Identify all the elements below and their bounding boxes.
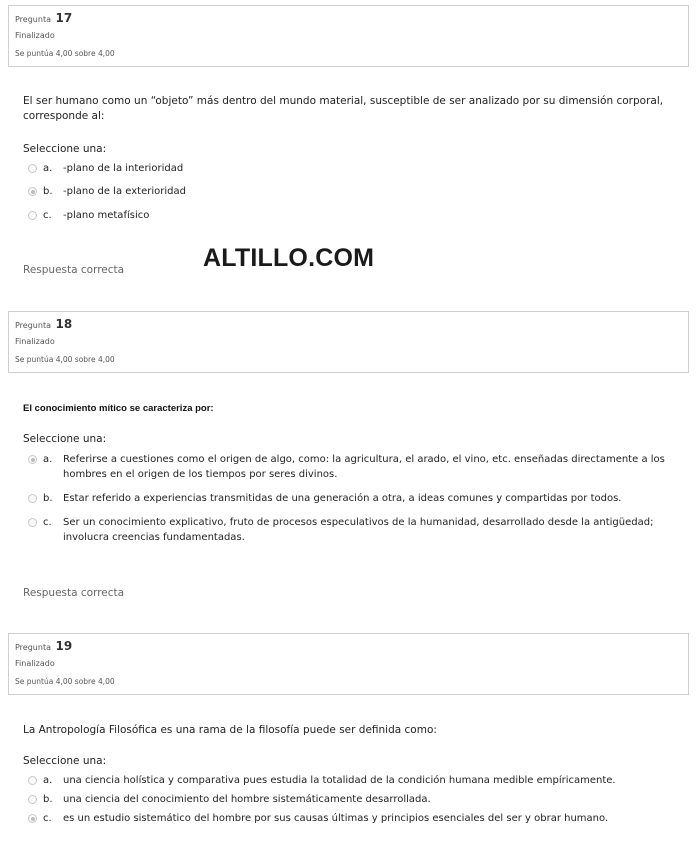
option-letter: a. <box>43 163 53 174</box>
option-17-c[interactable] <box>28 208 678 223</box>
radio-button-selected[interactable] <box>28 455 37 464</box>
question-info-19 <box>8 633 689 695</box>
question-number: 17 <box>55 11 73 25</box>
select-prompt-19: Seleccione una: <box>23 755 107 767</box>
option-text: Ser un conocimiento explicativo, fruto de procesos especulativos de la humanidad, desarrollado desde la antigüedad; involucra creencias fundamentadas. <box>63 517 654 543</box>
option-letter: c. <box>43 517 52 528</box>
question-number-line <box>15 317 72 331</box>
option-text: es un estudio sistemático del hombre por sus causas últimas y principios esenciales del ser y obrar humano. <box>63 813 609 824</box>
option-letter: c. <box>43 813 52 824</box>
option-19-c[interactable] <box>28 811 678 826</box>
option-text: -plano de la interioridad <box>63 163 184 174</box>
question-grade: Se puntúa 4,00 sobre 4,00 <box>15 677 115 686</box>
option-text: Referirse a cuestiones como el origen de algo, como: la agricultura, el arado, el vino, etc. enseñadas directamente a los hombres en el origen de los tiempos por seres divinos. <box>63 454 665 480</box>
option-letter: b. <box>43 493 53 504</box>
question-info-18 <box>8 311 689 373</box>
radio-button-selected[interactable] <box>28 187 37 196</box>
radio-button[interactable] <box>28 518 37 527</box>
option-17-b[interactable] <box>28 184 678 199</box>
option-19-a[interactable] <box>28 773 678 788</box>
option-text: -plano de la exterioridad <box>63 186 186 197</box>
question-label: Pregunta <box>15 15 51 24</box>
option-letter: a. <box>43 454 53 465</box>
select-prompt-18: Seleccione una: <box>23 433 107 445</box>
question-text-18: El conocimiento mítico se caracteriza por: <box>23 403 214 414</box>
question-number: 18 <box>55 317 73 331</box>
watermark-text: ALTILLO.COM <box>203 244 375 272</box>
radio-button[interactable] <box>28 776 37 785</box>
question-number-line <box>15 639 72 653</box>
radio-button[interactable] <box>28 211 37 220</box>
option-letter: a. <box>43 775 53 786</box>
option-text: Estar referido a experiencias transmitidas de una generación a otra, a ideas comunes y compartidas por todos. <box>63 493 622 504</box>
radio-button-selected[interactable] <box>28 814 37 823</box>
option-letter: b. <box>43 186 53 197</box>
option-text: una ciencia del conocimiento del hombre sistemáticamente desarrollada. <box>63 794 431 805</box>
option-17-a[interactable] <box>28 161 678 176</box>
question-text-19: La Antropología Filosófica es una rama de la filosofía puede ser definida como: <box>23 724 437 736</box>
option-19-b[interactable] <box>28 792 678 807</box>
question-state: Finalizado <box>15 659 55 668</box>
question-label: Pregunta <box>15 643 51 652</box>
radio-button[interactable] <box>28 164 37 173</box>
question-number-line <box>15 11 72 25</box>
question-grade: Se puntúa 4,00 sobre 4,00 <box>15 49 115 58</box>
question-state: Finalizado <box>15 31 55 40</box>
option-letter: c. <box>43 210 52 221</box>
option-18-a[interactable] <box>28 452 678 482</box>
question-state: Finalizado <box>15 337 55 346</box>
question-label: Pregunta <box>15 321 51 330</box>
question-grade: Se puntúa 4,00 sobre 4,00 <box>15 355 115 364</box>
feedback-18: Respuesta correcta <box>23 587 125 599</box>
radio-button[interactable] <box>28 494 37 503</box>
question-info-17 <box>8 5 689 67</box>
feedback-17: Respuesta correcta <box>23 264 125 276</box>
option-text: una ciencia holística y comparativa pues estudia la totalidad de la condición humana medible empíricamente. <box>63 775 616 786</box>
select-prompt-17: Seleccione una: <box>23 143 107 155</box>
option-text: -plano metafísico <box>63 210 150 221</box>
question-number: 19 <box>55 639 73 653</box>
option-18-b[interactable] <box>28 491 678 506</box>
option-letter: b. <box>43 794 53 805</box>
question-text-17: El ser humano como un “objeto” más dentro del mundo material, susceptible de ser analizado por su dimensión corporal, corresponde al: <box>23 95 664 122</box>
radio-button[interactable] <box>28 795 37 804</box>
option-18-c[interactable] <box>28 515 678 545</box>
